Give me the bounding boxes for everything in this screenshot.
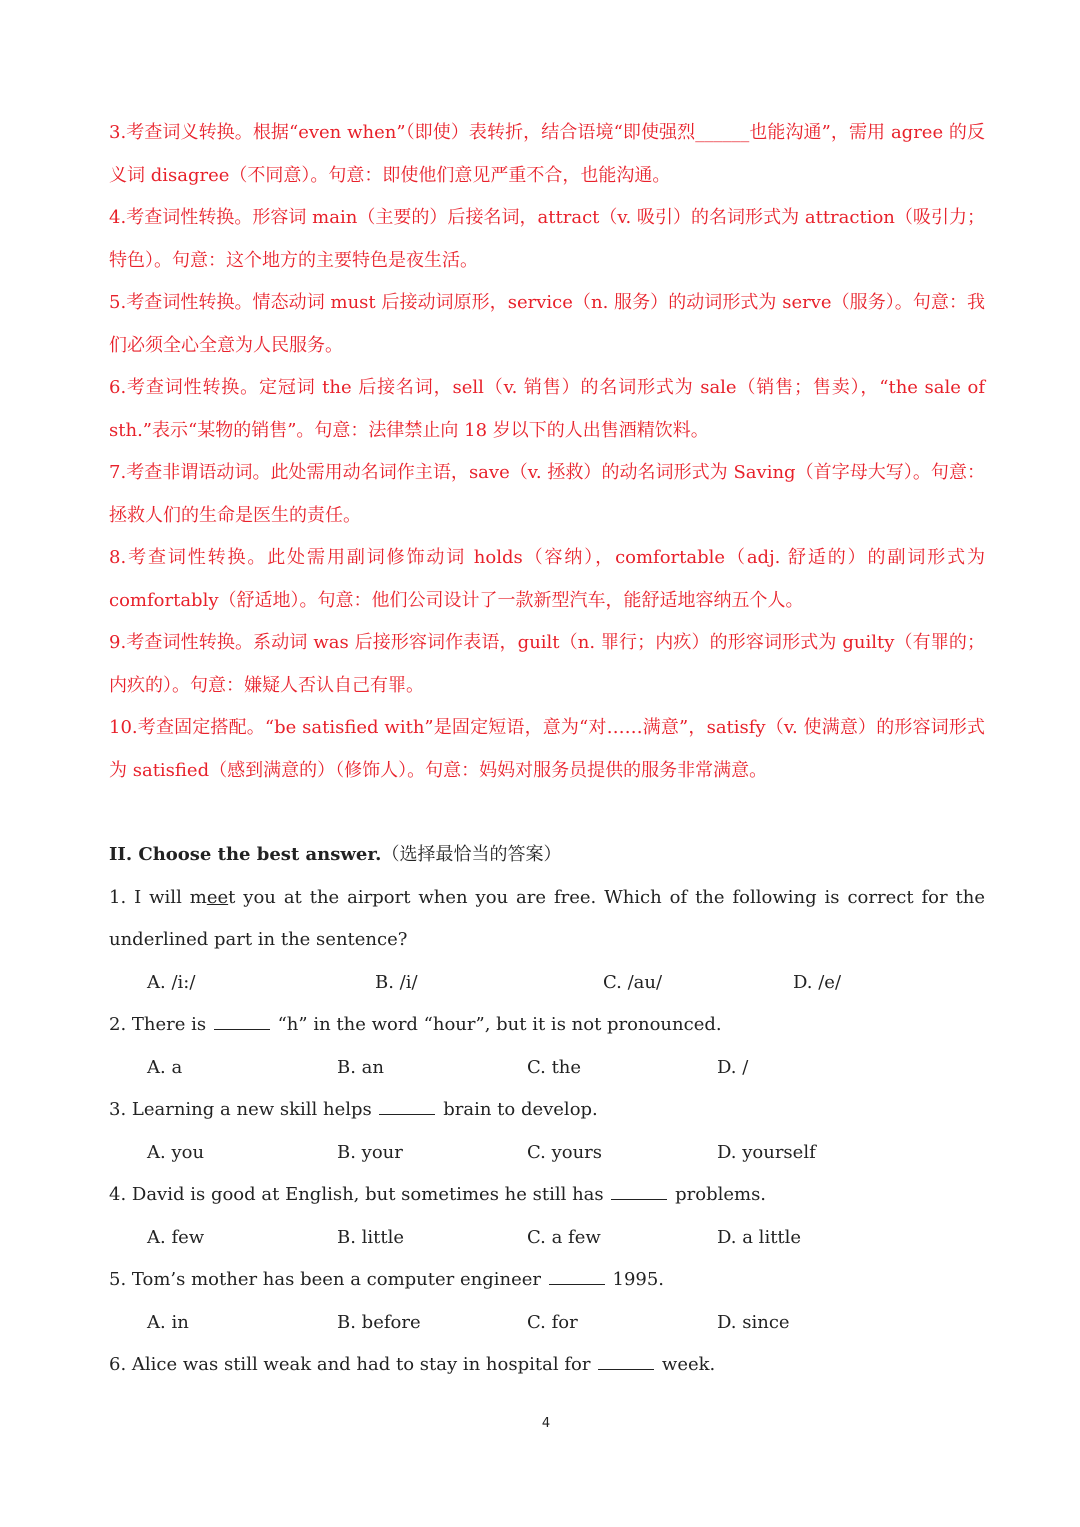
- answer-analysis-block: [109, 112, 985, 792]
- option-c[interactable]: C. for: [527, 1311, 578, 1333]
- question-6-text-b: week.: [661, 1354, 716, 1375]
- option-d[interactable]: D. /: [717, 1056, 749, 1078]
- question-4-text-a: 4. David is good at English, but sometimes he still has: [109, 1184, 604, 1205]
- option-b[interactable]: B. an: [337, 1056, 384, 1078]
- question-1-underlined: ee: [206, 886, 229, 908]
- option-c[interactable]: C. /au/: [603, 971, 663, 993]
- analysis-item-6: 6.考查词性转换。定冠词 the 后接名词，sell（v. 销售）的名词形式为 sale（销售；售卖），“the sale of sth.”表示“某物的销售”。句意：法律禁止向 18 岁以下的人出售酒精饮料。: [109, 377, 985, 441]
- question-6-text-a: 6. Alice was still weak and had to stay in hospital for: [109, 1354, 591, 1375]
- question-1: [109, 877, 985, 962]
- question-3-text-a: 3. Learning a new skill helps: [109, 1099, 372, 1120]
- analysis-item-4: 4.考查词性转换。形容词 main（主要的）后接名词，attract（v. 吸引）的名词形式为 attraction（吸引力；特色）。句意：这个地方的主要特色是夜生活。: [109, 207, 985, 271]
- answer-blank[interactable]: [611, 1181, 667, 1200]
- question-3-options: [109, 1132, 985, 1175]
- option-b[interactable]: B. /i/: [375, 971, 418, 993]
- question-3-text-b: brain to develop.: [443, 1099, 598, 1120]
- question-5-text-a: 5. Tom’s mother has been a computer engineer: [109, 1269, 542, 1290]
- analysis-item-8: 8.考查词性转换。此处需用副词修饰动词 holds（容纳），comfortable（adj. 舒适的）的副词形式为 comfortably（舒适地）。句意：他们公司设计了一款新型汽车，能舒适地容纳五个人。: [109, 547, 985, 611]
- option-d[interactable]: D. /e/: [793, 971, 842, 993]
- question-1-options: [109, 962, 985, 1005]
- question-2: [109, 1004, 985, 1047]
- option-a[interactable]: A. a: [147, 1056, 183, 1078]
- question-1-text-a: 1. I will m: [109, 886, 207, 908]
- analysis-item-10: 10.考查固定搭配。“be satisfied with”是固定短语，意为“对……满意”，satisfy（v. 使满意）的形容词形式为 satisfied（感到满意的）（修饰人）。句意：妈妈对服务员提供的服务非常满意。: [109, 717, 985, 781]
- option-b[interactable]: B. little: [337, 1226, 405, 1248]
- analysis-item-7: 7.考查非谓语动词。此处需用动名词作主语，save（v. 拯救）的动名词形式为 Saving（首字母大写）。句意：拯救人们的生命是医生的责任。: [109, 462, 985, 526]
- option-b[interactable]: B. before: [337, 1311, 421, 1333]
- section-title-en: II. Choose the best answer.: [109, 844, 382, 865]
- answer-blank[interactable]: [214, 1011, 270, 1030]
- question-4-options: [109, 1217, 985, 1260]
- answer-blank[interactable]: [549, 1266, 605, 1285]
- option-a[interactable]: A. few: [147, 1226, 205, 1248]
- question-5-text-b: 1995.: [612, 1269, 665, 1290]
- analysis-item-9: 9.考查词性转换。系动词 was 后接形容词作表语，guilt（n. 罪行；内疚）的形容词形式为 guilty（有罪的；内疚的）。句意：嫌疑人否认自己有罪。: [109, 632, 985, 696]
- analysis-item-5: 5.考查词性转换。情态动词 must 后接动词原形，service（n. 服务）的动词形式为 serve（服务）。句意：我们必须全心全意为人民服务。: [109, 292, 985, 356]
- option-a[interactable]: A. in: [147, 1311, 189, 1333]
- question-5: [109, 1259, 985, 1302]
- option-b[interactable]: B. your: [337, 1141, 403, 1163]
- option-a[interactable]: A. you: [147, 1141, 205, 1163]
- question-2-text-a: 2. There is: [109, 1014, 207, 1035]
- option-d[interactable]: D. yourself: [717, 1141, 816, 1163]
- option-d[interactable]: D. a little: [717, 1226, 802, 1248]
- choose-best-answer-section: [109, 834, 985, 1387]
- question-1-text-b: t you at the airport when you are free. Which of the following is correct for the underlined part in the sentence?: [109, 886, 985, 950]
- question-4-text-b: problems.: [675, 1184, 767, 1205]
- option-c[interactable]: C. the: [527, 1056, 582, 1078]
- section-title: [109, 834, 985, 877]
- question-2-options: [109, 1047, 985, 1090]
- option-c[interactable]: C. a few: [527, 1226, 601, 1248]
- option-c[interactable]: C. yours: [527, 1141, 603, 1163]
- question-2-text-b: “h” in the word “hour”, but it is not pronounced.: [277, 1014, 722, 1035]
- answer-blank[interactable]: [598, 1351, 654, 1370]
- section-title-cn: （选择最恰当的答案）: [381, 844, 562, 865]
- question-6: [109, 1344, 985, 1387]
- option-a[interactable]: A. /i:/: [147, 971, 196, 993]
- analysis-item-3: 3.考查词义转换。根据“even when”（即使）表转折，结合语境“即使强烈______也能沟通”，需用 agree 的反义词 disagree（不同意）。句意：即使他们意见严重不合，也能沟通。: [109, 122, 985, 186]
- question-5-options: [109, 1302, 985, 1345]
- page-number: 4: [541, 1416, 551, 1431]
- question-3: [109, 1089, 985, 1132]
- answer-blank[interactable]: [379, 1096, 435, 1115]
- option-d[interactable]: D. since: [717, 1311, 790, 1333]
- question-4: [109, 1174, 985, 1217]
